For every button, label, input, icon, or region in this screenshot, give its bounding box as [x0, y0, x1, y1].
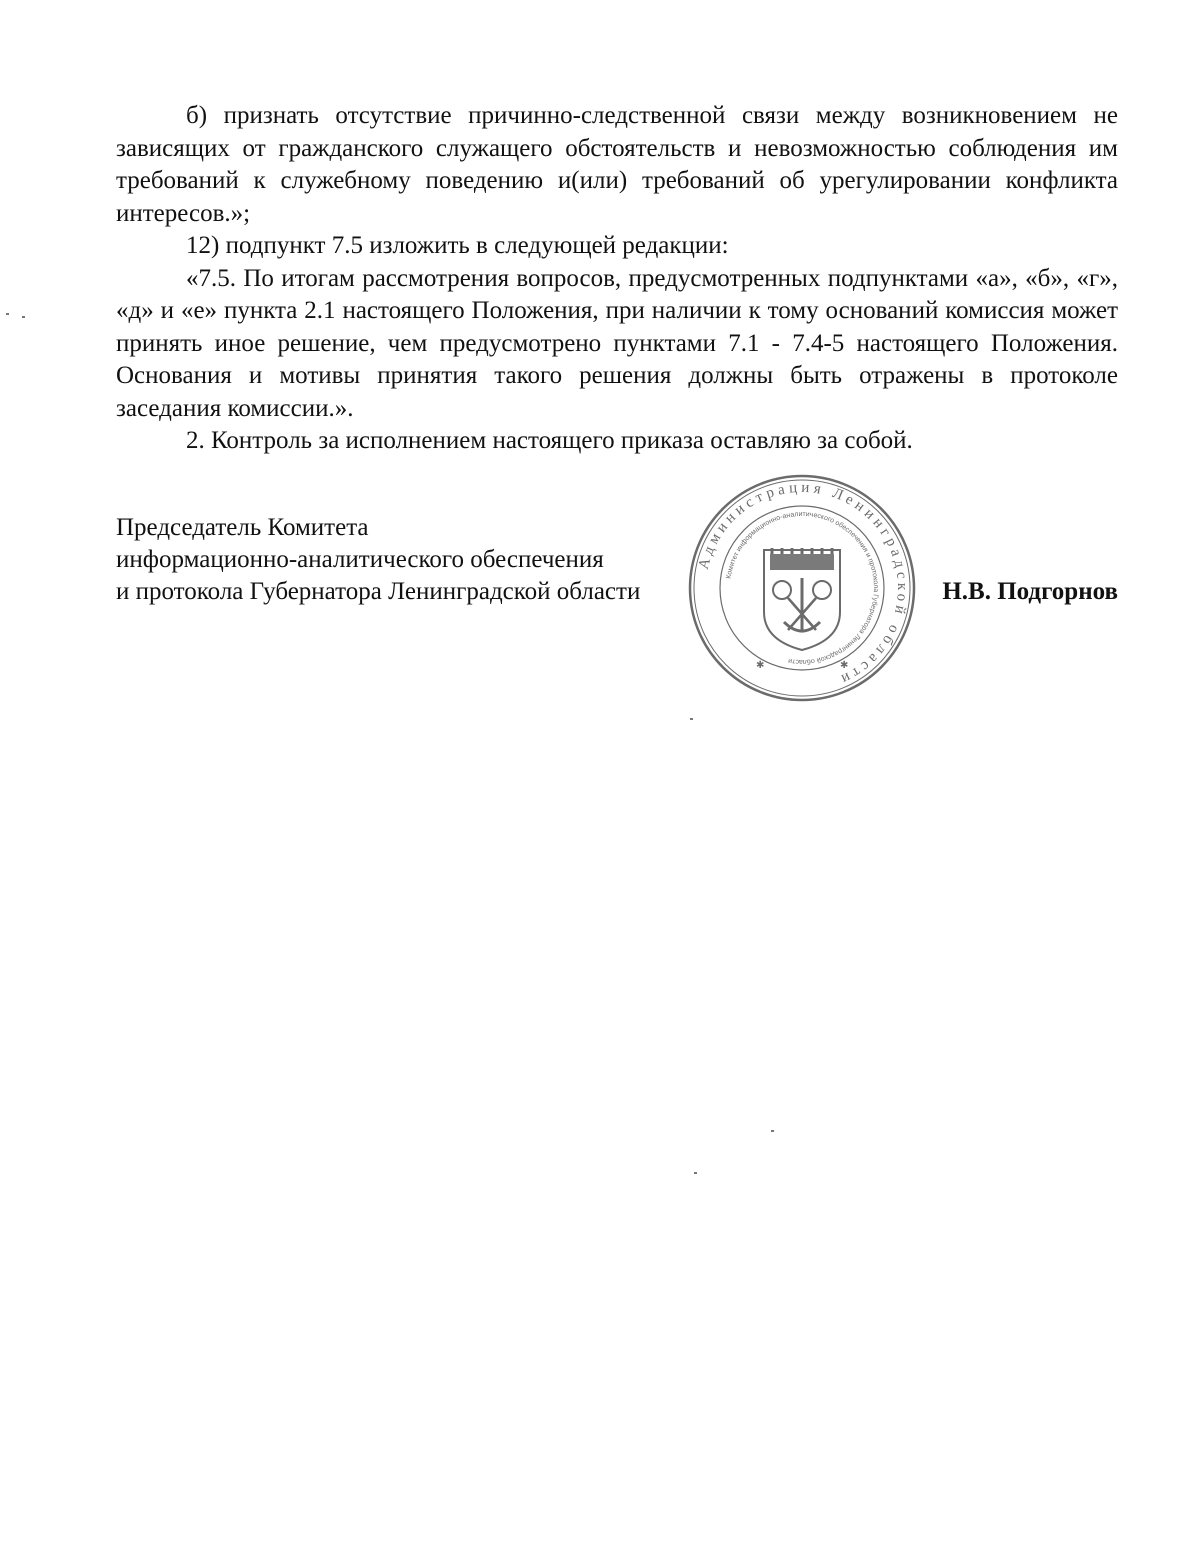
- signer-title: [116, 512, 736, 608]
- signer-name: Н.В. Подгорнов: [942, 578, 1118, 605]
- official-seal: [686, 472, 918, 704]
- paragraph-clause-7-5: «7.5. По итогам рассмотрения вопросов, предусмотренных подпунктами «а», «б», «г», «д» и «е» пункта 2.1 настоящего Положения, при наличии к тому оснований комиссия может принять иное решение, чем предусмотрено пунктами 7.1 - 7.4-5 настоящего Положения. Основания и мотивы принятия такого решения должны быть отражены в протоколе заседания комиссии.».: [116, 264, 1118, 422]
- paragraph-subitem-12: 12) подпункт 7.5 изложить в следующей редакции:: [186, 232, 729, 259]
- scan-speck: [22, 316, 25, 318]
- scan-speck: [771, 1130, 774, 1132]
- signer-title-line: Председатель Комитета: [116, 514, 369, 541]
- paragraph-item-b: б) признать отсутствие причинно-следственной связи между возникновением не зависящих от гражданского служащего обстоятельств и невозможностью соблюдения им требований к служебному поведению и(или) требований об урегулировании конфликта интересов.»;: [116, 102, 1118, 227]
- seal-star-icon: ✱: [756, 660, 765, 671]
- seal-outer-text: Администрация Ленинградской области: [695, 479, 911, 689]
- scan-speck: [694, 1172, 697, 1174]
- scan-speck: [690, 718, 693, 720]
- document-body: [116, 100, 1118, 458]
- seal-graphic: [686, 472, 918, 704]
- coat-of-arms-icon: [764, 548, 840, 650]
- seal-star-icon: ✱: [840, 660, 849, 671]
- signature-block: [116, 512, 1118, 632]
- signer-title-line: и протокола Губернатора Ленинградской области: [116, 578, 641, 605]
- paragraph-control: 2. Контроль за исполнением настоящего приказа оставляю за собой.: [186, 427, 913, 454]
- seal-inner-text: Комитет информационно-аналитического обеспечения и протокола Губернатора Ленинградской области: [725, 510, 880, 666]
- scan-speck: [6, 313, 9, 315]
- signer-title-line: информационно-аналитического обеспечения: [116, 546, 604, 573]
